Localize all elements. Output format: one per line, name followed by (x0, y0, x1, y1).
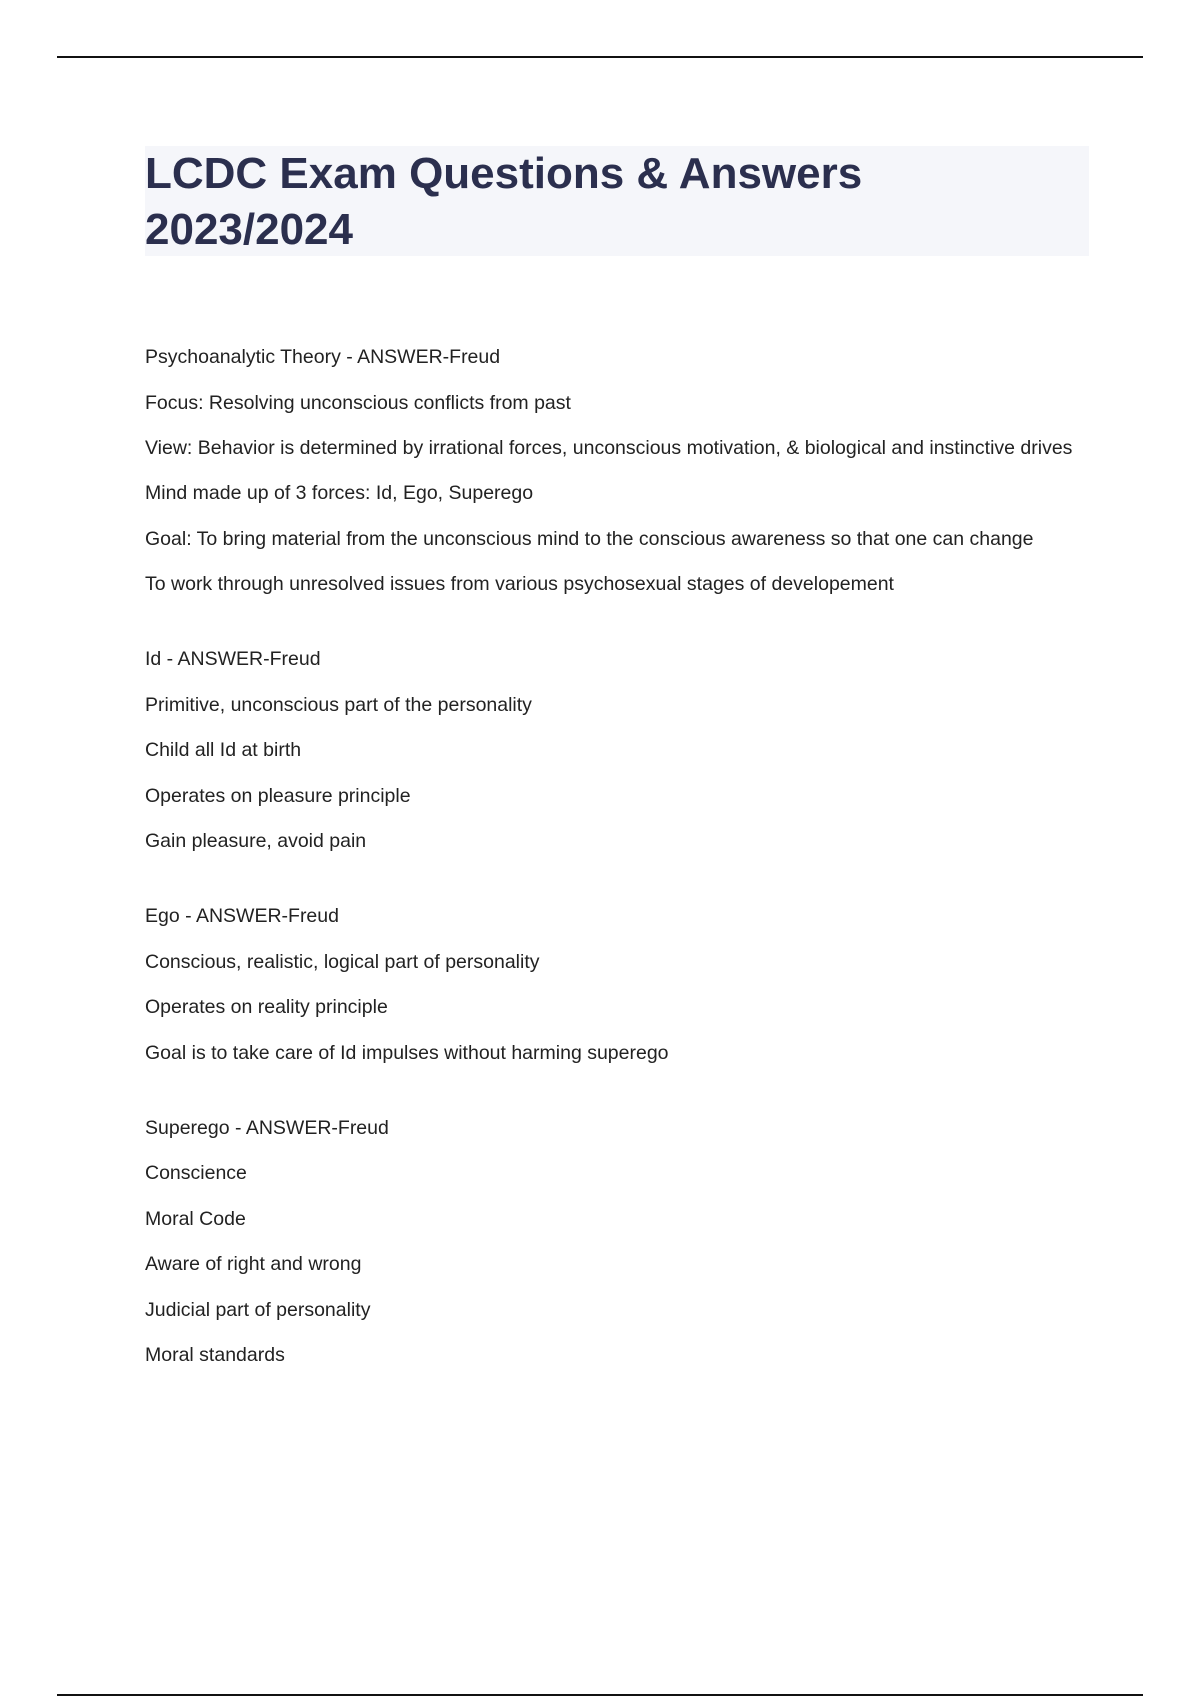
qa-question: Ego - ANSWER-Freud (145, 905, 339, 927)
qa-answer-line: Aware of right and wrong (145, 1253, 362, 1275)
qa-answer-line: Goal is to take care of Id impulses without harming superego (145, 1041, 669, 1064)
qa-answer-line: Conscious, realistic, logical part of personality (145, 950, 540, 973)
qa-section-ego (145, 901, 1085, 1068)
header-rule (57, 56, 1143, 58)
qa-section-superego (145, 1113, 1085, 1371)
qa-answer-line: View: Behavior is determined by irrational forces, unconscious motivation, & biological and instinctive drives (145, 437, 1073, 459)
footer-rule (57, 1694, 1143, 1696)
qa-answer-line: Operates on reality principle (145, 996, 388, 1018)
qa-answer-line: Goal: To bring material from the unconscious mind to the conscious awareness so that one can change (145, 527, 1034, 550)
qa-answer-line: To work through unresolved issues from various psychosexual stages of developement (145, 573, 894, 595)
qa-section-psychoanalytic-theory (145, 342, 1085, 599)
document-body (145, 342, 1085, 1415)
qa-answer-line: Child all Id at birth (145, 739, 302, 761)
qa-answer-line: Gain pleasure, avoid pain (145, 830, 367, 852)
qa-question: Psychoanalytic Theory - ANSWER-Freud (145, 346, 501, 368)
qa-question: Superego - ANSWER-Freud (145, 1116, 389, 1139)
qa-answer-line: Focus: Resolving unconscious conflicts from past (145, 391, 571, 414)
qa-answer-line: Moral standards (145, 1344, 285, 1366)
qa-answer-line: Mind made up of 3 forces: Id, Ego, Superego (145, 482, 534, 504)
title-banner (145, 146, 1089, 256)
qa-answer-line: Operates on pleasure principle (145, 784, 411, 807)
qa-answer-line: Conscience (145, 1162, 247, 1184)
qa-answer-line: Primitive, unconscious part of the personality (145, 693, 532, 716)
qa-question: Id - ANSWER-Freud (145, 648, 321, 670)
document-title: LCDC Exam Questions & Answers 2023/2024 (145, 149, 863, 254)
qa-section-id (145, 644, 1085, 856)
qa-answer-line: Judicial part of personality (145, 1298, 371, 1321)
qa-answer-line: Moral Code (145, 1207, 246, 1230)
